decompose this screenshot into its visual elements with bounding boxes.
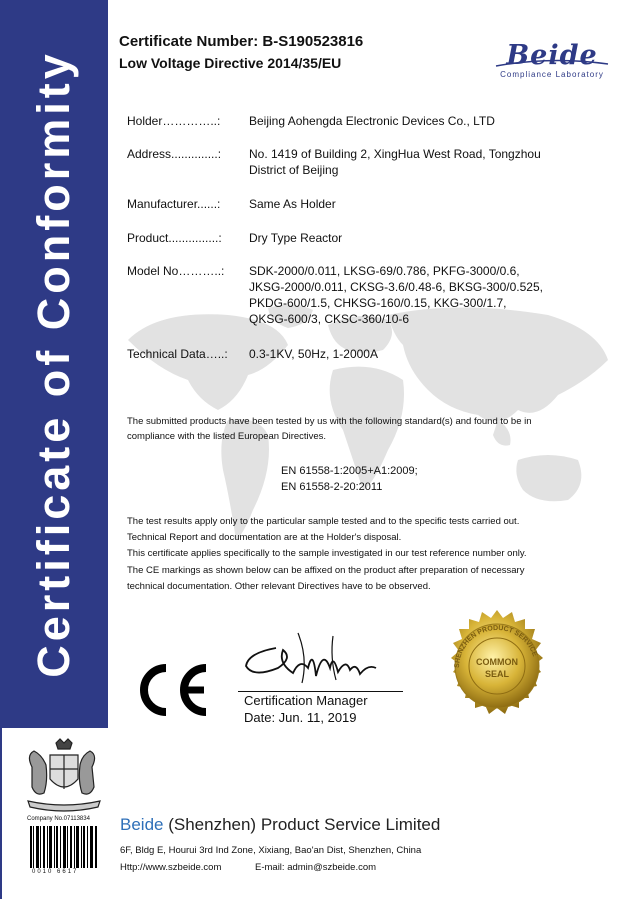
- standard-item: EN 61558-2-20:2011: [281, 481, 383, 493]
- seal-ring-text: SHENZHEN PRODUCT SERVICE: [453, 624, 539, 669]
- model-line: JKSG-2000/0.011, CKSG-3.6/0.48-6, BKSG-300/0.525,: [249, 280, 543, 294]
- manufacturer-label: Manufacturer......:: [127, 197, 221, 211]
- address-value-line2: District of Beijing: [249, 163, 339, 177]
- address-value-line1: No. 1419 of Building 2, XingHua West Road, Tongzhou: [249, 147, 541, 161]
- logo-subtitle: Compliance Laboratory: [500, 70, 604, 79]
- company-website-link[interactable]: Http://www.szbeide.com: [120, 862, 222, 873]
- barcode-icon: [30, 826, 98, 868]
- company-brand: Beide: [120, 815, 164, 834]
- note-line: technical documentation. Other relevant Directives have to be observed.: [127, 581, 431, 592]
- logo-swoosh-icon: [492, 54, 612, 74]
- product-value: Dry Type Reactor: [249, 231, 343, 245]
- signature-line: [238, 691, 403, 692]
- beide-logo: [492, 42, 612, 79]
- signature-icon: [238, 628, 388, 688]
- product-label: Product...............:: [127, 231, 222, 245]
- issue-date: Date: Jun. 11, 2019: [244, 710, 357, 725]
- signatory-title: Certification Manager: [244, 693, 368, 708]
- certificate-title-vertical: Certificate of Conformity: [28, 50, 79, 678]
- logo-word: Beide: [506, 40, 598, 71]
- royal-crest-icon: [20, 737, 104, 815]
- company-name: [120, 815, 440, 835]
- statement-line: compliance with the listed European Directives.: [127, 431, 327, 442]
- model-line: QKSG-600/3, CKSC-360/10-6: [249, 312, 410, 326]
- holder-value: Beijing Aohengda Electronic Devices Co., LTD: [249, 114, 495, 128]
- directive-title: Low Voltage Directive 2014/35/EU: [119, 55, 342, 71]
- gold-seal-icon: [437, 608, 557, 728]
- standard-item: EN 61558-1:2005+A1:2009;: [281, 465, 418, 477]
- holder-label: Holder…………..:: [127, 114, 221, 128]
- company-name-rest: (Shenzhen) Product Service Limited: [163, 815, 441, 834]
- model-line: PKDG-600/1.5, CHKSG-160/0.15, KKG-300/1.7,: [249, 296, 507, 310]
- sidebar-edge-strip: [0, 0, 2, 899]
- address-label: Address..............:: [127, 147, 222, 161]
- model-label: Model No………..:: [127, 264, 225, 278]
- ce-mark-icon: [132, 660, 212, 720]
- note-line: Technical Report and documentation are at the Holder's disposal.: [127, 532, 402, 543]
- seal-text-line2: SEAL: [484, 669, 510, 679]
- company-number: Company No.07113834: [27, 816, 90, 822]
- statement-line: The submitted products have been tested by us with the following standard(s) and found to be in: [127, 416, 532, 427]
- note-line: The CE markings as shown below can be affixed on the product after preparation of necessary: [127, 565, 525, 576]
- model-line: SDK-2000/0.011, LKSG-69/0.786, PKFG-3000/0.6,: [249, 264, 520, 278]
- seal-text-line1: COMMON: [476, 657, 518, 667]
- company-address: 6F, Bldg E, Hourui 3rd Ind Zone, Xixiang, Bao'an Dist, Shenzhen, China: [120, 845, 422, 856]
- manufacturer-value: Same As Holder: [249, 197, 336, 211]
- company-email-link[interactable]: E-mail: admin@szbeide.com: [255, 862, 377, 873]
- note-line: This certificate applies specifically to the sample investigated in our test reference number only.: [127, 548, 527, 559]
- barcode-number: 0010 6617: [32, 869, 79, 875]
- sidebar-band: [0, 0, 108, 728]
- note-line: The test results apply only to the particular sample tested and to the specific tests carried out.: [127, 516, 520, 527]
- technical-label: Technical Data…..:: [127, 347, 228, 361]
- certificate-number: Certificate Number: B-S190523816: [119, 33, 364, 50]
- technical-value: 0.3-1KV, 50Hz, 1-2000A: [249, 347, 378, 361]
